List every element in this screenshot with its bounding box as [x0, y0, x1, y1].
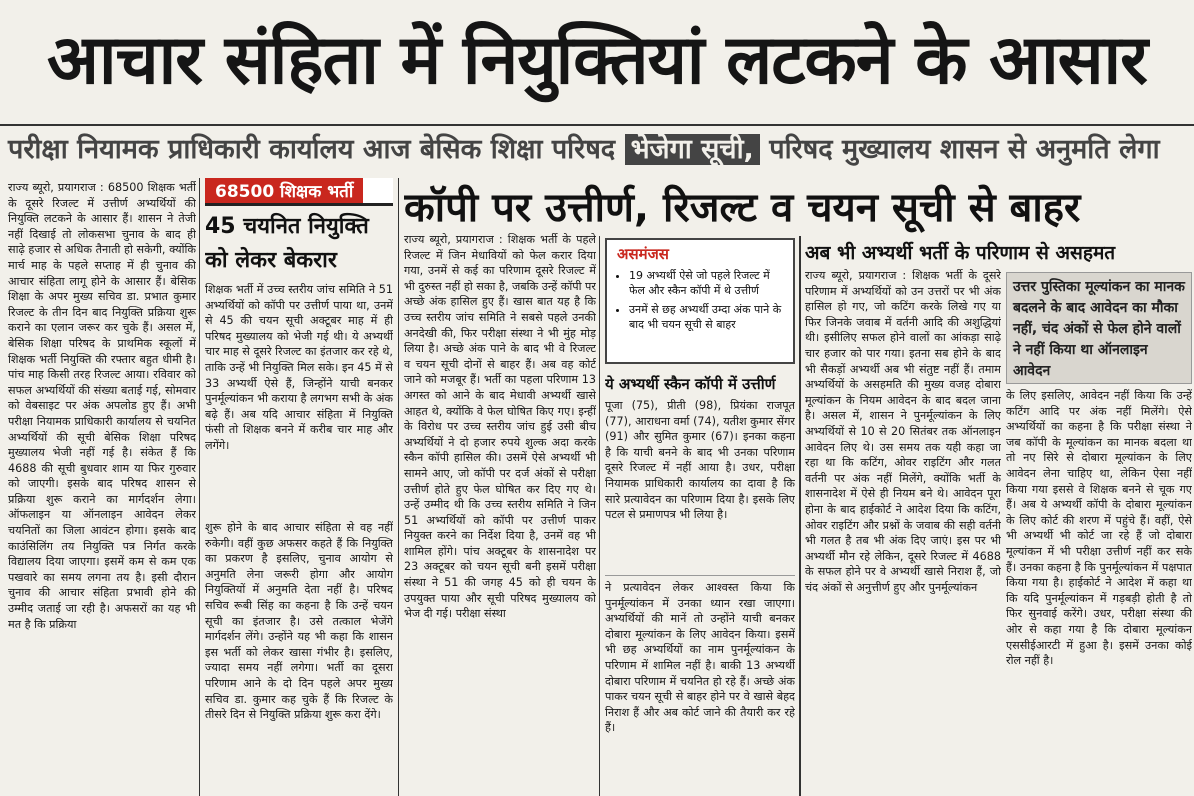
column-5-heading: अब भी अभ्यर्थी भर्ती के परिणाम से असहमत — [805, 242, 1116, 264]
subheadline — [0, 128, 1194, 172]
column-4-heading: ये अभ्यर्थी स्कैन कॉपी में उत्तीर्ण — [605, 375, 776, 393]
column-2-heading: 45 चयनित नियुक्ति को लेकर बेकरार — [205, 214, 369, 273]
subheadline-part2: परिषद मुख्यालय शासन से अनुमति लेगा — [769, 134, 1160, 165]
article-column-1: राज्य ब्यूरो, प्रयागराज : 68500 शिक्षक भर्ती के दूसरे रिजल्ट में उत्तीर्ण अभ्यर्थियों की नियुक्ति लटकने के आसार हैं। शासन ने तेजी नहीं दिखाई तो लोकसभा चुनाव के बाद ही साढ़े हजार से अधिक तैनाती हो सकेगी, क्योंकि मार्च माह के पहले सप्ताह में ही चुनाव की आचार संहिता लागू होने के आसार हैं। बेसिक शिक्षा के अपर मुख्य सचिव डा. प्रभात कुमार रिजल्ट के तीन दिन बाद नियुक्ति प्रक्रिया शुरू कराने का एलान जरूर कर चुके हैं। असल में, बेसिक शिक्षा परिषद के प्राथमिक स्कूलों में शिक्षक भर्ती नियुक्ति की रफ्तार बहुत धीमी है। पांच माह किसी तरह रिजल्ट आया। रविवार को सफल अभ्यर्थियों की संख्या बताई गई, सोमवार को वेबसाइट पर अंक अपलोड हुए हैं। अभी परीक्षा नियामक प्राधिकारी कार्यालय से चयनित अभ्यर्थियों की सूची बेसिक शिक्षा परिषद मुख्यालय भेजी नहीं गई है। संकेत हैं कि 4688 की सूची बुधवार शाम या फिर गुरुवार को जाएगी। इसके बाद परिषद शासन से प्रक्रिया शुरू कराने का मार्गदर्शन लेगा। ऑफलाइन या ऑनलाइन आवेदन लेकर चयनितों का जिला आवंटन होगा। इसके बाद काउंसिलिंग तय नियुक्ति पत्र निर्गत करके विद्यालय दिया जाएगा। इसमें कम से कम एक पखवारे का समय लगना तय है। इसी दौरान चुनाव की आचार संहिता प्रभावी होने की उम्मीद जताई जा रही है। अफसरों का यह भी मत है कि प्रक्रिया — [8, 181, 196, 631]
column-divider — [599, 236, 600, 796]
article-column-4-top: पूजा (75), प्रीती (98), प्रियंका राजपूत (77), आराधना वर्मा (74), यतीश कुमार सेंगर (91) और सुमित कुमार (67)। इनका कहना है कि याची बनने के बाद भी उनका परिणाम दूसरे रिजल्ट में नहीं आया है। उधर, परीक्षा नियामक प्राधिकारी कार्यालय का दावा है कि सारे प्रत्यावेदन का परिणाम दिया है। इसके लिए पटल से प्रमाणपत्र भी लिया है। — [605, 399, 795, 522]
article-column-4-bottom: ने प्रत्यावेदन लेकर आश्वस्त किया कि पुनर्मूल्यांकन में उनका ध्यान रखा जाएगा। अभ्यर्थियों की मानें तो उन्होंने याची बनकर दोबारा मूल्यांकन के लिए आवेदन किया। इसमें भी छह अभ्यर्थियों का नाम पुनर्मूल्यांकन के परिणाम में शामिल नहीं है। बाकी 13 अभ्यर्थी दोबारा परिणाम में चयनित हो रहे हैं। अच्छे अंक पाकर चयन सूची से बाहर होने पर वे खासे बेहद निराश हैं और अब कोर्ट जाने की तैयारी कर रहे हैं। — [605, 575, 795, 796]
list-item: • उनमें से छह अभ्यर्थी उम्दा अंक पाने के बाद भी चयन सूची से बाहर — [629, 302, 787, 332]
article-column-2-bottom: शुरू होने के बाद आचार संहिता से वह नहीं रुकेगी। वहीं कुछ अफसर कहते हैं कि नियुक्ति का प्रकरण है इसलिए, चुनाव आयोग से अनुमति लेना जरूरी होगा और आयोग नियुक्तियों में अनुमति देता नहीं है। परिषद सचिव रूबी सिंह का कहना है कि उन्हें चयन सूची का इंतजार है। उसे तत्काल भेजेंगे मार्गदर्शन लेंगे। उन्होंने यह भी कहा कि शासन इस भर्ती को लेकर खासा गंभीर है। इसलिए, ज्यादा समय नहीं लगेगा। भर्ती का दूसरा परिणाम आने के दो दिन पहले अपर मुख्य सचिव डा. कुमार कह चुके हैं कि रिजल्ट के तीसरे दिन से नियुक्ति प्रक्रिया शुरू करा देंगे। — [205, 521, 393, 722]
article-column-6: के लिए इसलिए, आवेदन नहीं किया कि उन्हें कटिंग आदि पर अंक नहीं मिलेंगे। ऐसे अभ्यर्थियों का कहना है कि परीक्षा संस्था ने जब कॉपी के मूल्यांकन का मानक बदला था तो नए सिरे से दोबारा मूल्यांकन के लिए आवेदन लेना चाहिए था, लेकिन ऐसा नहीं किया गया इससे वे शिक्षक बनने से चूक गए हैं। अब ये अभ्यर्थी कॉपी के दोबारा मूल्यांकन के लिए कोर्ट की शरण में पहुंचे हैं। वहीं, ऐसे भी अभ्यर्थी भी कोर्ट जा रहे हैं जो दोबारा मूल्यांकन में भी परीक्षा उत्तीर्ण नहीं कर सके हैं। उनका कहना है कि पुनर्मूल्यांकन में पक्षपात किया गया है। हाईकोर्ट ने आदेश में कहा था कि यदि पुनर्मूल्यांकन में गड़बड़ी होती है तो फिर सुनवाई करेंगे। उधर, परीक्षा संस्था की ओर से कहा गया है कि दोबारा मूल्यांकन एससीईआरटी में हुआ है। इसमें उनका कोई रोल नहीं है। — [1006, 389, 1192, 668]
column-divider — [799, 236, 801, 796]
section2-headline: कॉपी पर उत्तीर्ण, रिजल्ट व चयन सूची से बाहर — [404, 185, 1081, 231]
main-headline: आचार संहिता में नियुक्तियां लटकने के आसार — [47, 21, 1147, 100]
section-banner — [205, 178, 393, 206]
column-divider — [199, 178, 200, 796]
column-divider — [398, 178, 399, 796]
subheadline-highlight: भेजेगा सूची, — [625, 134, 760, 165]
list-item: • 19 अभ्यर्थी ऐसे जो पहले रिजल्ट में फेल और स्कैन कॉपी में थे उत्तीर्ण — [629, 268, 787, 298]
banner-label: 68500 शिक्षक भर्ती — [205, 178, 363, 206]
article-column-2-top: शिक्षक भर्ती में उच्च स्तरीय जांच समिति ने 51 अभ्यर्थियों को कॉपी पर उत्तीर्ण पाया था, उनमें से 45 की चयन सूची अक्टूबर माह में ही परिषद मुख्यालय को भेजी गई थी। ये अभ्यर्थी चार माह से दूसरे रिजल्ट का इंतजार कर रहे थे, ताकि उन्हें भी नियुक्ति मिल सके। इन 45 में से 33 अभ्यर्थी ऐसे हैं, जिन्होंने याची बनकर पुनर्मूल्यांकन भी कराया है लगभग सभी के अंक बढ़े हैं। अब यदि आचार संहिता में नियुक्ति फंसी तो शिक्षक बनने में करीब चार माह और लगेंगे। — [205, 283, 393, 452]
dilemma-box — [605, 238, 795, 364]
subheadline-part1: परीक्षा नियामक प्राधिकारी कार्यालय आज बेसिक शिक्षा परिषद — [8, 134, 616, 165]
dilemma-box-title: असमंजस — [617, 245, 669, 263]
dilemma-list — [607, 268, 793, 332]
info-callout: उत्तर पुस्तिका मूल्यांकन का मानक बदलने के बाद आवेदन का मौका नहीं, चंद अंकों से फेल होने वालों ने नहीं किया था ऑनलाइन आवेदन — [1006, 272, 1192, 384]
article-column-3: राज्य ब्यूरो, प्रयागराज : शिक्षक भर्ती के पहले रिजल्ट में जिन मेधावियों को फेल करार दिया गया, उनमें से कई का परिणाम दूसरे रिजल्ट में भी दुरुस्त नहीं हो सका है, जबकि उन्हें कॉपी पर अच्छे अंक हासिल हुए हैं। खास बात यह है कि उच्च स्तरीय जांच समिति ने सबसे पहले उनकी अनदेखी की, फिर परीक्षा संस्था ने भी मुंह मोड़ लिया है। अच्छे अंक पाने के बाद भी वे रिजल्ट व चयन सूची दोनों से बाहर हैं। अब वह कोर्ट जाने को मजबूर हैं। भर्ती का पहला परिणाम 13 अगस्त को आने के बाद मेधावी अभ्यर्थी खासे आहत थे, क्योंकि वे फेल घोषित किए गए। इन्हीं के विरोध पर उच्च स्तरीय जांच हुई उसी बीच अभ्यर्थियों ने दो हजार रुपये शुल्क अदा करके स्कैन कॉपी हासिल की। उसमें ऐसे अभ्यर्थी भी सामने आए, जो कॉपी पर दर्ज अंकों से परीक्षा उत्तीर्ण होते हुए फेल घोषित कर दिए गए थे। उन्हें उम्मीद थी कि उच्च स्तरीय समिति ने जिन 51 अभ्यर्थियों को कॉपी पर उत्तीर्ण पाकर नियुक्त करने का निर्देश दिया है, उनमें वह भी शामिल होंगे। पांच अक्टूबर के शासनादेश पर 23 अक्टूबर को चयन सूची बनी इसमें परीक्षा संस्था ने 51 की जगह 45 को ही चयन के उपयुक्त पाया और सूची परिषद मुख्यालय को भेज दी गई। परीक्षा संस्था — [404, 233, 596, 621]
horizontal-rule — [0, 124, 1194, 126]
article-column-5: राज्य ब्यूरो, प्रयागराज : शिक्षक भर्ती के दूसरे परिणाम में अभ्यर्थियों को उन उत्तरों पर भी अंक हासिल हो गए, जो कटिंग करके लिखे गए या फिर जिनके जवाब में वर्तनी आदि की अशुद्धियां थी। इसीलिए सफल होने वालों का आंकड़ा साढ़े चार हजार को पार गया। इतना सब होने के बाद भी सैकड़ों अभ्यर्थी अब भी संतुष्ट नहीं हैं। तमाम अभ्यर्थियों के असहमति की मुख्य वजह दोबारा मूल्यांकन के नियम आवेदन के बाद बदल जाना है। असल में, शासन ने पुनर्मूल्यांकन के लिए अभ्यर्थियों से 10 से 20 सितंबर तक ऑनलाइन आवेदन लिए थे। उस समय तक यही कहा जा रहा था कि कटिंग, ओवर राइटिंग और गलत वर्तनी पर अंक नहीं मिलेंगे, क्योंकि भर्ती के शासनादेश में ऐसे ही नियम बने थे। आवेदन पूरा होना के बाद हाईकोर्ट ने आदेश दिया कि कटिंग, ओवर राइटिंग और प्रश्नों के जवाब की सही वर्तनी भी गलत है तब भी अंक दिए जाएं। इस पर भी अभ्यर्थी मौन रहे लेकिन, दूसरे रिजल्ट में 4688 के सफल होने पर वे अभ्यर्थी खासे निराश हैं, जो चंद अंकों से अनुत्तीर्ण हुए और पुनर्मूल्यांकन — [805, 269, 1001, 594]
